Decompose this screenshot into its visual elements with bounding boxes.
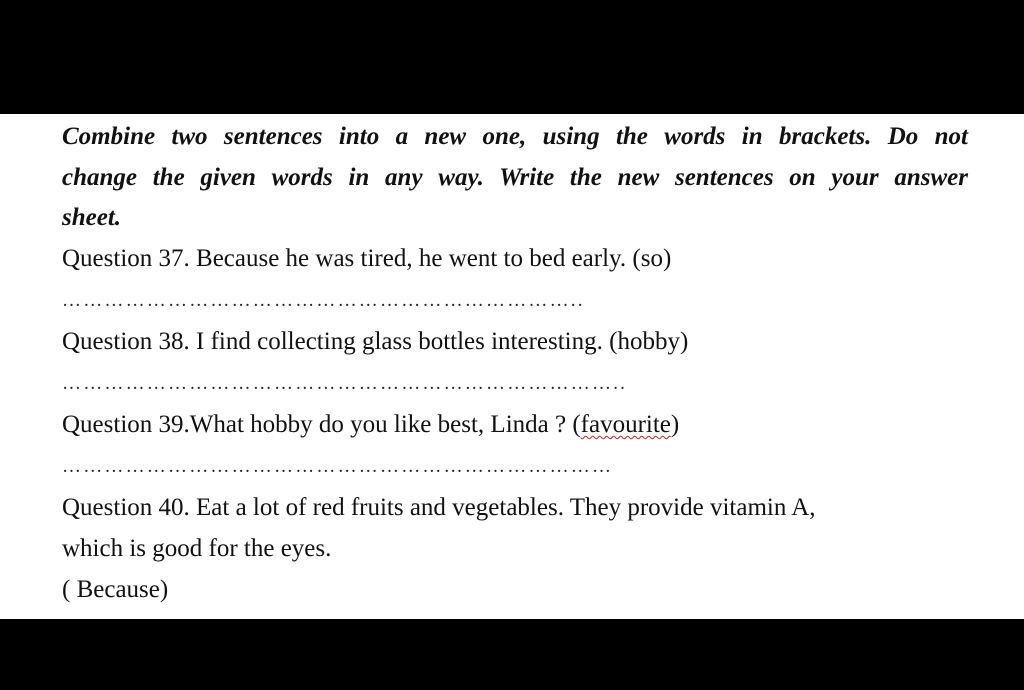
answer-line-39: …………………………………………………………………… xyxy=(62,456,614,477)
question-39-text: Question 39.What hobby do you like best, Linda ? ( xyxy=(62,411,581,438)
worksheet xyxy=(0,114,1024,619)
question-38: Question 38. I find collecting glass bottles interesting. (hobby) xyxy=(62,328,689,355)
instruction-line-2: change the given words in any way. Write the new sentences on your answer xyxy=(62,164,968,191)
answer-line-38: …………………………………………………………………….. xyxy=(62,373,628,394)
question-40-line-2: which is good for the eyes. xyxy=(62,535,332,562)
instruction-line-3: sheet. xyxy=(62,204,122,231)
question-39-close-bracket: ) xyxy=(670,411,680,438)
question-40-hint: ( Because) xyxy=(62,576,169,603)
answer-line-37: ……………………………………………………………….. xyxy=(62,290,585,311)
question-40-line-1: Question 40. Eat a lot of red fruits and vegetables. They provide vitamin A, xyxy=(62,494,816,521)
instruction-line-1: Combine two sentences into a new one, using the words in brackets. Do not xyxy=(62,123,968,150)
question-37: Question 37. Because he was tired, he went to bed early. (so) xyxy=(62,245,672,272)
question-39-hint-word: favourite xyxy=(580,411,671,438)
question-39 xyxy=(62,410,679,440)
